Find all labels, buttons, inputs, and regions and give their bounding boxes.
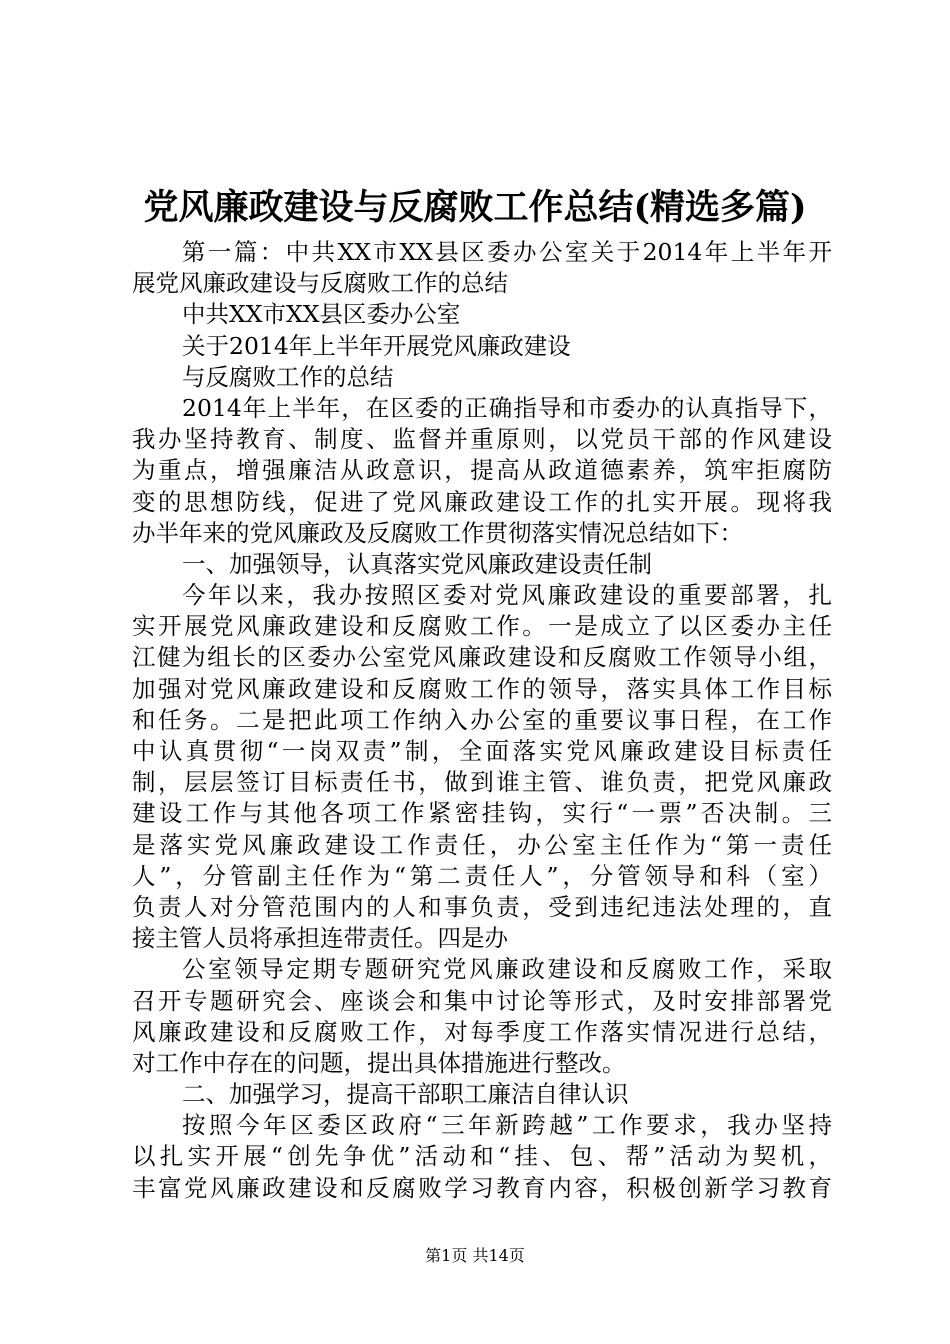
body-line: 建设工作与其他各项工作紧密挂钩，实行“一票”否决制。三: [132, 799, 832, 828]
body-line: 中认真贯彻“一岗双责”制，全面落实党风廉政建设目标责任: [132, 737, 832, 765]
body-line: 为重点，增强廉洁从政意识，提高从政道德素养，筑牢拒腐防: [132, 456, 832, 485]
document-title: 党风廉政建设与反腐败工作总结(精选多篇): [143, 187, 807, 228]
body-line: 负责人对分管范围内的人和事负责，受到违纪违法处理的，直: [132, 892, 832, 921]
body-line: 加强对党风廉政建设和反腐败工作的领导，落实具体工作目标: [132, 674, 832, 703]
body-line: 关于2014年上半年开展党风廉政建设: [182, 331, 571, 360]
body-line: 二、加强学习，提高干部职工廉洁自律认识: [182, 1080, 629, 1109]
body-line: 与反腐败工作的总结: [182, 362, 394, 391]
body-line: 变的思想防线，促进了党风廉政建设工作的扎实开展。现将我: [132, 487, 832, 516]
body-line: 按照今年区委区政府“三年新跨越”工作要求，我办坚持: [182, 1111, 832, 1140]
body-line: 2014年上半年，在区委的正确指导和市委办的认真指导下，: [182, 393, 832, 422]
body-line: 风廉政建设和反腐败工作，对每季度工作落实情况进行总结，: [132, 1017, 832, 1046]
body-line: 是落实党风廉政建设工作责任，办公室主任作为“第一责任: [132, 830, 832, 859]
body-line: 我办坚持教育、制度、监督并重原则，以党员干部的作风建设: [132, 425, 832, 454]
body-line: 制，层层签订目标责任书，做到谁主管、谁负责，把党风廉政: [132, 768, 832, 797]
body-line: 对工作中存在的问题，提出具体措施进行整改。: [132, 1048, 626, 1077]
body-line: 展党风廉政建设与反腐败工作的总结: [132, 269, 508, 298]
body-line: 实开展党风廉政建设和反腐败工作。一是成立了以区委办主任: [132, 612, 832, 641]
body-line: 江健为组长的区委办公室党风廉政建设和反腐败工作领导小组，: [132, 643, 832, 672]
body-line: 召开专题研究会、座谈会和集中讨论等形式，及时安排部署党: [132, 986, 832, 1015]
document-body: [132, 237, 832, 1204]
body-line: 人”，分管副主任作为“第二责任人”，分管领导和科（室）: [132, 861, 832, 890]
body-line: 办半年来的党风廉政及反腐败工作贯彻落实情况总结如下：: [132, 518, 743, 547]
body-line: 一、加强领导，认真落实党风廉政建设责任制: [182, 549, 652, 578]
body-line: 和任务。二是把此项工作纳入办公室的重要议事日程，在工作: [132, 705, 832, 734]
body-line: 第一篇：中共XX市XX县区委办公室关于2014年上半年开: [182, 238, 832, 266]
page-number-footer: 第1页 共14页: [425, 1246, 525, 1265]
body-line: 今年以来，我办按照区委对党风廉政建设的重要部署，扎: [182, 581, 832, 610]
body-line: 中共XX市XX县区委办公室: [182, 300, 461, 329]
body-line: 公室领导定期专题研究党风廉政建设和反腐败工作，采取: [182, 955, 832, 984]
body-line: 以扎实开展“创先争优”活动和“挂、包、帮”活动为契机，: [132, 1142, 832, 1171]
body-line: 接主管人员将承担连带责任。四是办: [132, 924, 508, 953]
body-line: 丰富党风廉政建设和反腐败学习教育内容，积极创新学习教育: [132, 1173, 832, 1202]
